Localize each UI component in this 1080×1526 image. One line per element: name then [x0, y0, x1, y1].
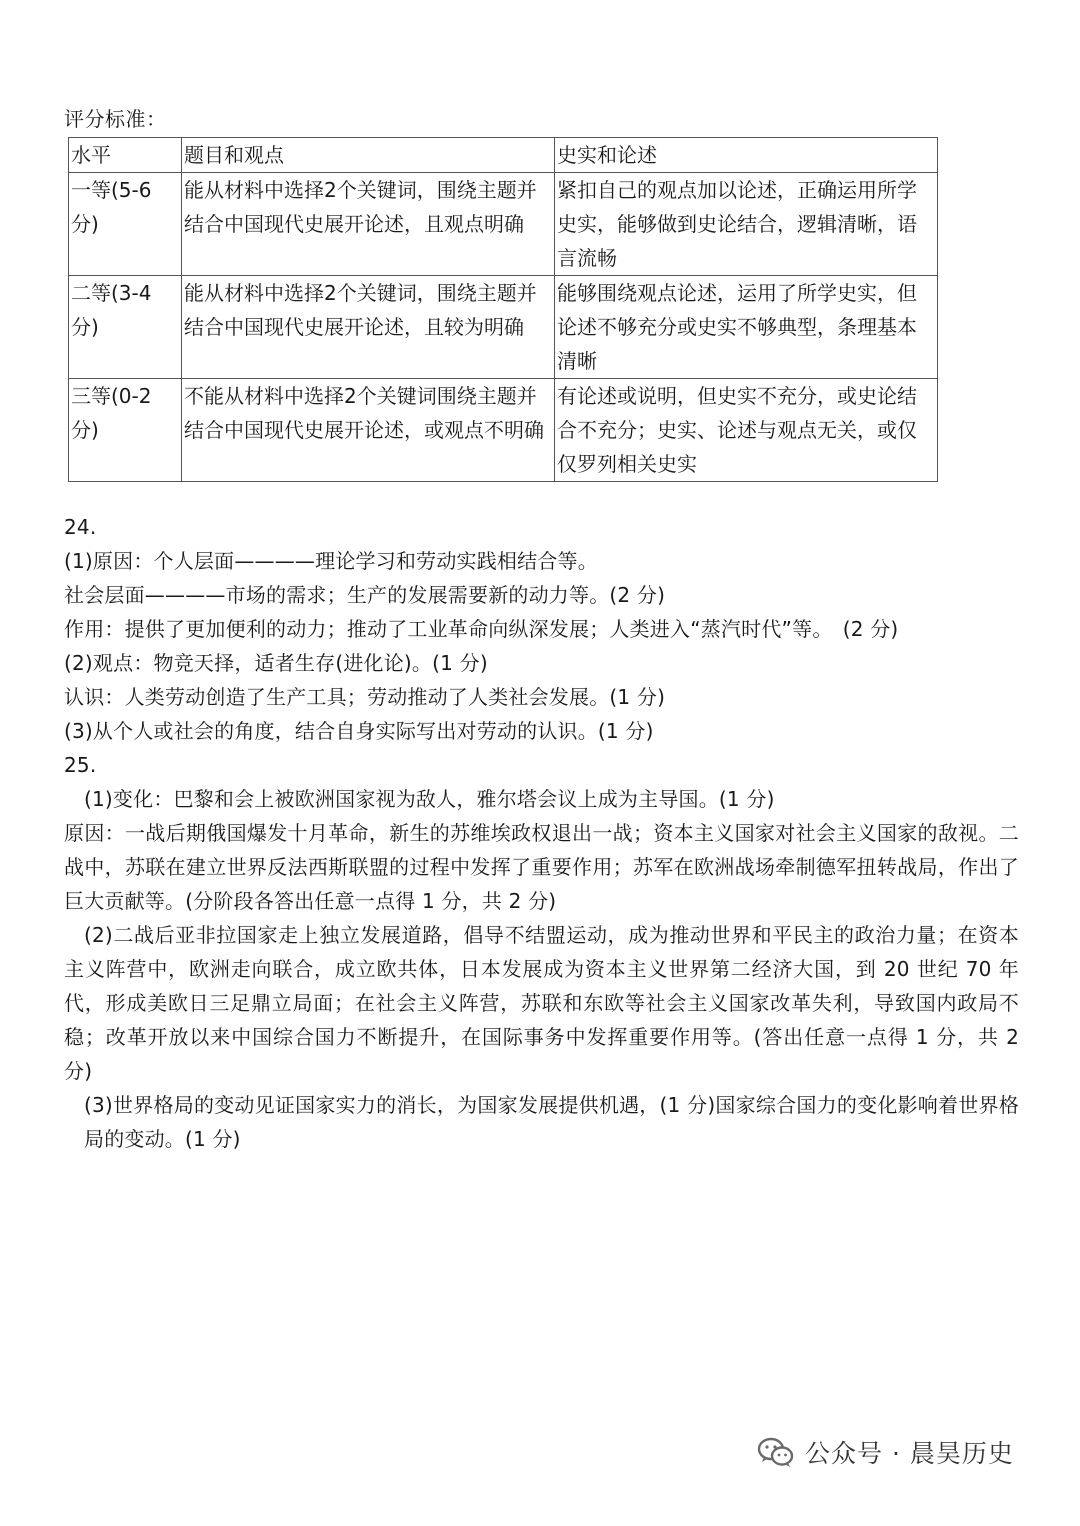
- table-row: [69, 276, 938, 379]
- wechat-icon: [757, 1436, 795, 1468]
- grading-heading: 评分标准：: [64, 107, 167, 131]
- answer-paragraph: 作用：提供了更加便利的动力；推动了工业革命向纵深发展；人类进入“蒸汽时代”等。 (2 分): [64, 617, 899, 641]
- header-level: 水平: [69, 138, 182, 173]
- answer-paragraph: (1)变化：巴黎和会上被欧洲国家视为敌人，雅尔塔会议上成为主导国。(1 分): [84, 787, 775, 811]
- header-topic: 题目和观点: [182, 138, 555, 173]
- watermark: [757, 1432, 1014, 1472]
- table-row: [69, 173, 938, 276]
- question-number-25: 25.: [64, 753, 97, 777]
- answer-paragraph: (1)原因：个人层面————理论学习和劳动实践相结合等。: [64, 549, 598, 573]
- row-topic: 能从材料中选择2个关键词，围绕主题并结合中国现代史展开论述，且观点明确: [182, 173, 555, 276]
- row-level: 二等(3-4分): [69, 276, 182, 379]
- grading-table-header-row: [69, 138, 938, 173]
- row-facts: 紧扣自己的观点加以论述，正确运用所学史实，能够做到史论结合，逻辑清晰，语言流畅: [555, 173, 938, 276]
- answer-paragraph: (3)世界格局的变动见证国家实力的消长，为国家发展提供机遇，(1 分)国家综合国力的变化影响着世界格局的变动。(1 分): [84, 1093, 1019, 1151]
- row-facts: 有论述或说明，但史实不充分，或史论结合不充分；史实、论述与观点无关，或仅仅罗列相关史实: [555, 379, 938, 482]
- answer-paragraph: (3)从个人或社会的角度，结合自身实际写出对劳动的认识。(1 分): [64, 719, 654, 743]
- answer-paragraph: 社会层面————市场的需求；生产的发展需要新的动力等。(2 分): [64, 583, 666, 607]
- answer-paragraph: (2)观点：物竞天择，适者生存(进化论)。(1 分): [64, 651, 488, 675]
- row-level: 一等(5-6分): [69, 173, 182, 276]
- row-topic: 不能从材料中选择2个关键词围绕主题并结合中国现代史展开论述，或观点不明确: [182, 379, 555, 482]
- row-facts: 能够围绕观点论述，运用了所学史实，但论述不够充分或史实不够典型，条理基本清晰: [555, 276, 938, 379]
- answer-text: [64, 510, 1019, 1156]
- row-level: 三等(0-2分): [69, 379, 182, 482]
- table-row: [69, 379, 938, 482]
- header-facts: 史实和论述: [555, 138, 938, 173]
- grading-table: [68, 137, 938, 482]
- answer-paragraph: 原因：一战后期俄国爆发十月革命，新生的苏维埃政权退出一战；资本主义国家对社会主义国家的敌视。二战中，苏联在建立世界反法西斯联盟的过程中发挥了重要作用；苏军在欧洲战场牵制德军扭转战局，作出了巨大贡献等。(分阶段各答出任意一点得 1 分，共 2 分): [64, 821, 1019, 913]
- question-number-24: 24.: [64, 515, 97, 539]
- answer-paragraph: (2)二战后亚非拉国家走上独立发展道路，倡导不结盟运动，成为推动世界和平民主的政治力量；在资本主义阵营中，欧洲走向联合，成立欧共体，日本发展成为资本主义世界第二经济大国，到 20 世纪 70 年代，形成美欧日三足鼎立局面；在社会主义阵营，苏联和东欧等社会主义国家改革失利，导致国内政局不稳；改革开放以来中国综合国力不断提升，在国际事务中发挥重要作用等。(答出任意一点得 1 分，共 2 分): [64, 923, 1019, 1083]
- answer-paragraph: 认识：人类劳动创造了生产工具；劳动推动了人类社会发展。(1 分): [64, 685, 666, 709]
- row-topic: 能从材料中选择2个关键词，围绕主题并结合中国现代史展开论述，且较为明确: [182, 276, 555, 379]
- watermark-text: 公众号 · 晨昊历史: [805, 1439, 1014, 1468]
